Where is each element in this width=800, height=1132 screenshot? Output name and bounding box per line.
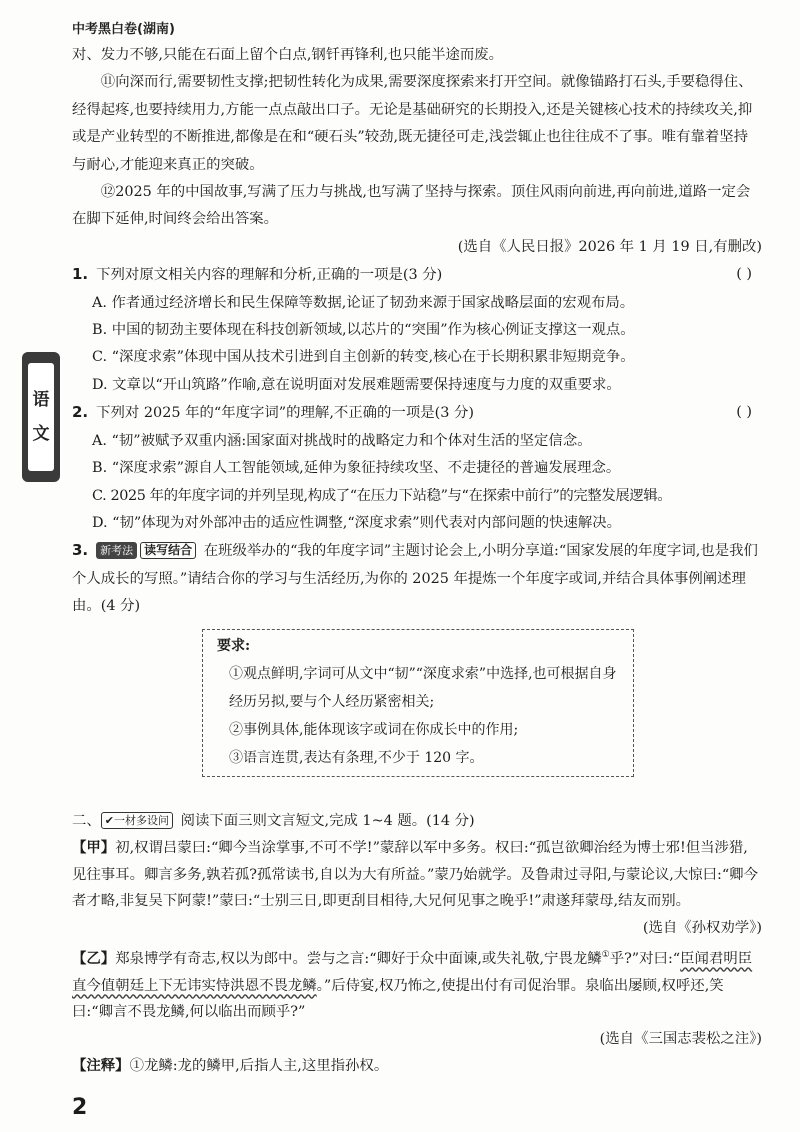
question-2-option-a: A. “韧”被赋予双重内涵:国家面对挑战时的战略定力和个体对生活的坚定信念。 [92, 432, 592, 449]
annotation-label: 【注释】 [72, 1057, 130, 1074]
passage-and-questions [72, 42, 762, 777]
question-2-answer-blank[interactable]: ( ) [736, 404, 752, 421]
multi-question-tag-label: 一材多设问 [114, 814, 170, 827]
text-yi-part-2: 乎?”对曰:“ [609, 950, 681, 967]
text-jia-source: (选自《孙权劝学》) [642, 920, 762, 937]
section-2-heading-text: 阅读下面三则文言短文,完成 1~4 题。(14 分) [180, 813, 475, 829]
side-tab-char-1: 语 [32, 390, 50, 410]
read-write-tag: 读写结合 [140, 542, 196, 559]
question-3-number: 3. [72, 541, 89, 560]
question-2-number: 2. [72, 403, 89, 422]
passage-paragraph-12: ⑫2025 年的中国故事,写满了压力与挑战,也写满了坚持与探索。顶住风雨向前进,再向前进,道路一定会在脚下延伸,时间终会给出答案。 [72, 184, 751, 228]
requirements-title: 要求: [217, 637, 251, 654]
question-1-option-c: C. “深度求索”体现中国从技术引进到自主创新的转变,核心在于长期积累非短期竞争。 [92, 349, 635, 366]
passage-line-0: 对、发力不够,只能在石面上留个白点,钢钎再锋利,也只能半途而废。 [72, 47, 504, 63]
text-jia-body: 初,权谓吕蒙曰:“卿今当涂掌事,不可不学!”蒙辞以军中多务。权曰:“孤岂欲卿治经为博士邪!但当涉猎,见往事耳。卿言多务,孰若孤?孤常读书,自以为大有所益。”蒙乃始就学。及鲁肃过寻阳,与蒙论议,大惊曰:“卿今者才略,非复吴下阿蒙!”蒙曰:“士别三日,即更刮目相待,大兄何见事之晚乎!”肃遂拜蒙母,结友而别。 [72, 839, 758, 910]
new-exam-tag: 新考法 [96, 542, 137, 559]
side-tab-char-2: 文 [32, 424, 50, 444]
annotation [72, 1053, 762, 1080]
question-1-option-d: D. 文章以“开山筑路”作喻,意在说明面对发展难题需要保持速度与力度的双重要求。 [92, 376, 621, 393]
question-2 [72, 399, 762, 537]
requirement-2: ②事例具体,能体现该字或词在你成长中的作用; [229, 721, 519, 738]
question-2-option-c: C. 2025 年的年度字词的并列呈现,构成了“在压力下站稳”与“在探索中前行”的完整发展逻辑。 [92, 487, 672, 504]
question-3-stem: 在班级举办的“我的年度字词”主题讨论会上,小明分享道:“国家发展的年度字词,也是我们个人成长的写照。”请结合你的学习与生活经历,为你的 2025 年提炼一个年度字或词,并结合具体事例阐述理由。(4 分) [72, 543, 758, 615]
question-1 [72, 261, 762, 399]
subject-side-tab-label [28, 363, 54, 471]
requirement-3: ③语言连贯,表达有条理,不少于 120 字。 [229, 749, 484, 766]
question-1-answer-blank[interactable]: ( ) [736, 266, 752, 283]
question-1-option-b: B. 中国的韧劲主要体现在科技创新领域,以芯片的“突围”作为核心例证支撑这一观点。 [92, 322, 635, 339]
page-number: 2 [72, 1095, 88, 1120]
text-jia-label: 【甲】 [72, 839, 116, 856]
passage-source: (选自《人民日报》2026 年 1 月 19 日,有删改) [457, 238, 762, 255]
footnote-marker: ① [601, 949, 610, 960]
question-2-option-d: D. “韧”体现为对外部冲击的适应性调整,“深度求索”则代表对内部问题的快速解决。 [92, 514, 622, 531]
requirements-box [202, 629, 634, 777]
text-yi-label: 【乙】 [72, 950, 116, 967]
section-2 [72, 808, 762, 1080]
text-jia [72, 835, 762, 915]
question-2-option-b: B. “深度求索”源自人工智能领域,延伸为象征持续攻坚、不走捷径的普遍发展理念。 [92, 460, 621, 477]
text-yi-source: (选自《三国志裴松之注》) [599, 1031, 762, 1048]
section-2-heading [72, 808, 762, 835]
question-1-option-a: A. 作者通过经济增长和民生保障等数据,论证了韧劲来源于国家战略层面的宏观布局。 [92, 294, 635, 311]
passage-paragraph-11: ⑪向深而行,需要韧性支撑;把韧性转化为成果,需要深度探索来打开空间。就像锚路打石头,手要稳得住、经得起疼,也要持续用力,方能一点点敲出口子。无论是基础研究的长期投入,还是关键核心技术的持续攻关,抑或是产业转型的不断推进,都像是在和“硬石头”较劲,既无捷径可走,浅尝辄止也往往成不了事。唯有靠着坚持与耐心,才能迎来真正的突破。 [72, 74, 753, 173]
check-icon: ✔ [104, 814, 115, 827]
multi-question-tag [101, 812, 173, 829]
question-2-stem: 下列对 2025 年的“年度字词”的理解,不正确的一项是(3 分) [96, 405, 474, 422]
text-yi-part-1: 郑泉博学有奇志,权以为郎中。尝与之言:“卿好于众中面谏,或失礼敬,宁畏龙鳞 [115, 950, 602, 967]
page-header-title: 中考黑白卷(湖南) [72, 22, 175, 37]
section-2-prefix: 二、 [72, 813, 101, 829]
requirement-1: ①观点鲜明,字词可从文中“韧”“深度求索”中选择,也可根据自身经历另拟,要与个人经历紧密相关; [229, 665, 617, 710]
text-yi-part-3: 。”后侍宴,权乃怖之,使提出付有司促治罪。泉临出屡顾,权呼还,笑曰:“卿言不畏龙鳞,何以临出而顾乎?” [72, 977, 724, 1021]
question-3 [72, 537, 762, 776]
subject-side-tab [22, 352, 60, 482]
text-yi-wavy-underlined: 臣闻君明臣直今值朝廷上下无讳实恃洪恩不畏龙鳞 [72, 950, 753, 994]
annotation-text: ①龙鳞:龙的鳞甲,后指人主,这里指孙权。 [129, 1057, 389, 1074]
question-1-number: 1. [72, 265, 89, 284]
question-1-stem: 下列对原文相关内容的理解和分析,正确的一项是(3 分) [96, 267, 443, 284]
text-yi [72, 942, 762, 1026]
